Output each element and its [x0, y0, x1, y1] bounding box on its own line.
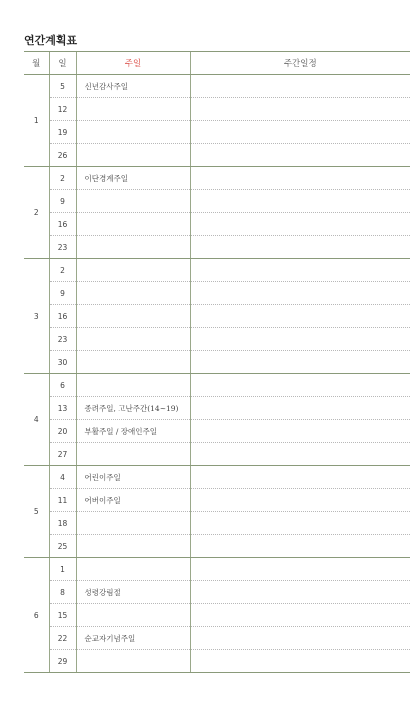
week-row	[24, 167, 410, 190]
weekly-schedule-cell[interactable]	[190, 305, 410, 328]
day-cell: 11	[49, 489, 76, 512]
day-cell: 2	[49, 259, 76, 282]
sunday-event-cell[interactable]	[76, 98, 190, 121]
sunday-event-cell[interactable]	[76, 328, 190, 351]
week-row	[24, 397, 410, 420]
day-cell: 2	[49, 167, 76, 190]
day-cell: 8	[49, 581, 76, 604]
weekly-schedule-cell[interactable]	[190, 328, 410, 351]
header-sunday: 주일	[76, 52, 190, 75]
week-row	[24, 75, 410, 98]
weekly-schedule-cell[interactable]	[190, 581, 410, 604]
day-cell: 22	[49, 627, 76, 650]
weekly-schedule-cell[interactable]	[190, 190, 410, 213]
header-row	[24, 52, 410, 75]
sunday-event-cell[interactable]	[76, 144, 190, 167]
weekly-schedule-cell[interactable]	[190, 443, 410, 466]
week-row	[24, 190, 410, 213]
sunday-event-cell[interactable]	[76, 604, 190, 627]
day-cell: 18	[49, 512, 76, 535]
weekly-schedule-cell[interactable]	[190, 535, 410, 558]
sunday-event-cell[interactable]: 이단경계주일	[76, 167, 190, 190]
week-row	[24, 98, 410, 121]
sunday-event-cell[interactable]	[76, 351, 190, 374]
weekly-schedule-cell[interactable]	[190, 604, 410, 627]
week-row	[24, 512, 410, 535]
week-row	[24, 259, 410, 282]
sunday-event-cell[interactable]	[76, 558, 190, 581]
sunday-event-cell[interactable]	[76, 512, 190, 535]
weekly-schedule-cell[interactable]	[190, 351, 410, 374]
month-cell: 3	[24, 259, 49, 374]
day-cell: 19	[49, 121, 76, 144]
sunday-event-cell[interactable]: 성령강림절	[76, 581, 190, 604]
weekly-schedule-cell[interactable]	[190, 167, 410, 190]
weekly-schedule-cell[interactable]	[190, 558, 410, 581]
day-cell: 30	[49, 351, 76, 374]
weekly-schedule-cell[interactable]	[190, 374, 410, 397]
day-cell: 20	[49, 420, 76, 443]
week-row	[24, 121, 410, 144]
month-cell: 2	[24, 167, 49, 259]
header-month: 월	[24, 52, 49, 75]
day-cell: 12	[49, 98, 76, 121]
week-row	[24, 489, 410, 512]
week-row	[24, 305, 410, 328]
sunday-event-cell[interactable]: 순교자기념주일	[76, 627, 190, 650]
day-cell: 9	[49, 190, 76, 213]
day-cell: 16	[49, 305, 76, 328]
day-cell: 4	[49, 466, 76, 489]
week-row	[24, 420, 410, 443]
sunday-event-cell[interactable]	[76, 650, 190, 673]
sunday-event-cell[interactable]	[76, 282, 190, 305]
header-weekly-schedule: 주간일정	[190, 52, 410, 75]
sunday-event-cell[interactable]	[76, 121, 190, 144]
weekly-schedule-cell[interactable]	[190, 397, 410, 420]
week-row	[24, 535, 410, 558]
week-row	[24, 558, 410, 581]
day-cell: 26	[49, 144, 76, 167]
week-row	[24, 604, 410, 627]
month-cell: 1	[24, 75, 49, 167]
sunday-event-cell[interactable]	[76, 190, 190, 213]
weekly-schedule-cell[interactable]	[190, 420, 410, 443]
day-cell: 23	[49, 328, 76, 351]
month-cell: 5	[24, 466, 49, 558]
month-cell: 6	[24, 558, 49, 673]
month-cell: 4	[24, 374, 49, 466]
weekly-schedule-cell[interactable]	[190, 236, 410, 259]
sunday-event-cell[interactable]	[76, 535, 190, 558]
sunday-event-cell[interactable]	[76, 213, 190, 236]
week-row	[24, 627, 410, 650]
day-cell: 13	[49, 397, 76, 420]
week-row	[24, 581, 410, 604]
sunday-event-cell[interactable]: 어린이주일	[76, 466, 190, 489]
sunday-event-cell[interactable]	[76, 259, 190, 282]
week-row	[24, 443, 410, 466]
week-row	[24, 282, 410, 305]
weekly-schedule-cell[interactable]	[190, 489, 410, 512]
day-cell: 1	[49, 558, 76, 581]
weekly-schedule-cell[interactable]	[190, 144, 410, 167]
day-cell: 6	[49, 374, 76, 397]
day-cell: 5	[49, 75, 76, 98]
week-row	[24, 144, 410, 167]
sunday-event-cell[interactable]: 부활주일 / 장애인주일	[76, 420, 190, 443]
day-cell: 16	[49, 213, 76, 236]
day-cell: 27	[49, 443, 76, 466]
day-cell: 23	[49, 236, 76, 259]
header-day: 일	[49, 52, 76, 75]
sunday-event-cell[interactable]	[76, 374, 190, 397]
sunday-event-cell[interactable]: 종려주일, 고난주간(14~19)	[76, 397, 190, 420]
week-row	[24, 650, 410, 673]
annual-plan-table	[24, 51, 410, 673]
weekly-schedule-cell[interactable]	[190, 98, 410, 121]
week-row	[24, 213, 410, 236]
weekly-schedule-cell[interactable]	[190, 121, 410, 144]
weekly-schedule-cell[interactable]	[190, 75, 410, 98]
plan-body	[24, 75, 410, 673]
weekly-schedule-cell[interactable]	[190, 627, 410, 650]
day-cell: 9	[49, 282, 76, 305]
sunday-event-cell[interactable]	[76, 305, 190, 328]
weekly-schedule-cell[interactable]	[190, 512, 410, 535]
week-row	[24, 351, 410, 374]
sunday-event-cell[interactable]	[76, 443, 190, 466]
sunday-event-cell[interactable]: 신년감사주일	[76, 75, 190, 98]
weekly-schedule-cell[interactable]	[190, 213, 410, 236]
day-cell: 29	[49, 650, 76, 673]
weekly-schedule-cell[interactable]	[190, 282, 410, 305]
weekly-schedule-cell[interactable]	[190, 650, 410, 673]
sunday-event-cell[interactable]: 어버이주일	[76, 489, 190, 512]
week-row	[24, 328, 410, 351]
week-row	[24, 466, 410, 489]
week-row	[24, 374, 410, 397]
weekly-schedule-cell[interactable]	[190, 259, 410, 282]
weekly-schedule-cell[interactable]	[190, 466, 410, 489]
page-title: 연간계획표	[24, 34, 78, 47]
day-cell: 25	[49, 535, 76, 558]
week-row	[24, 236, 410, 259]
sunday-event-cell[interactable]	[76, 236, 190, 259]
day-cell: 15	[49, 604, 76, 627]
